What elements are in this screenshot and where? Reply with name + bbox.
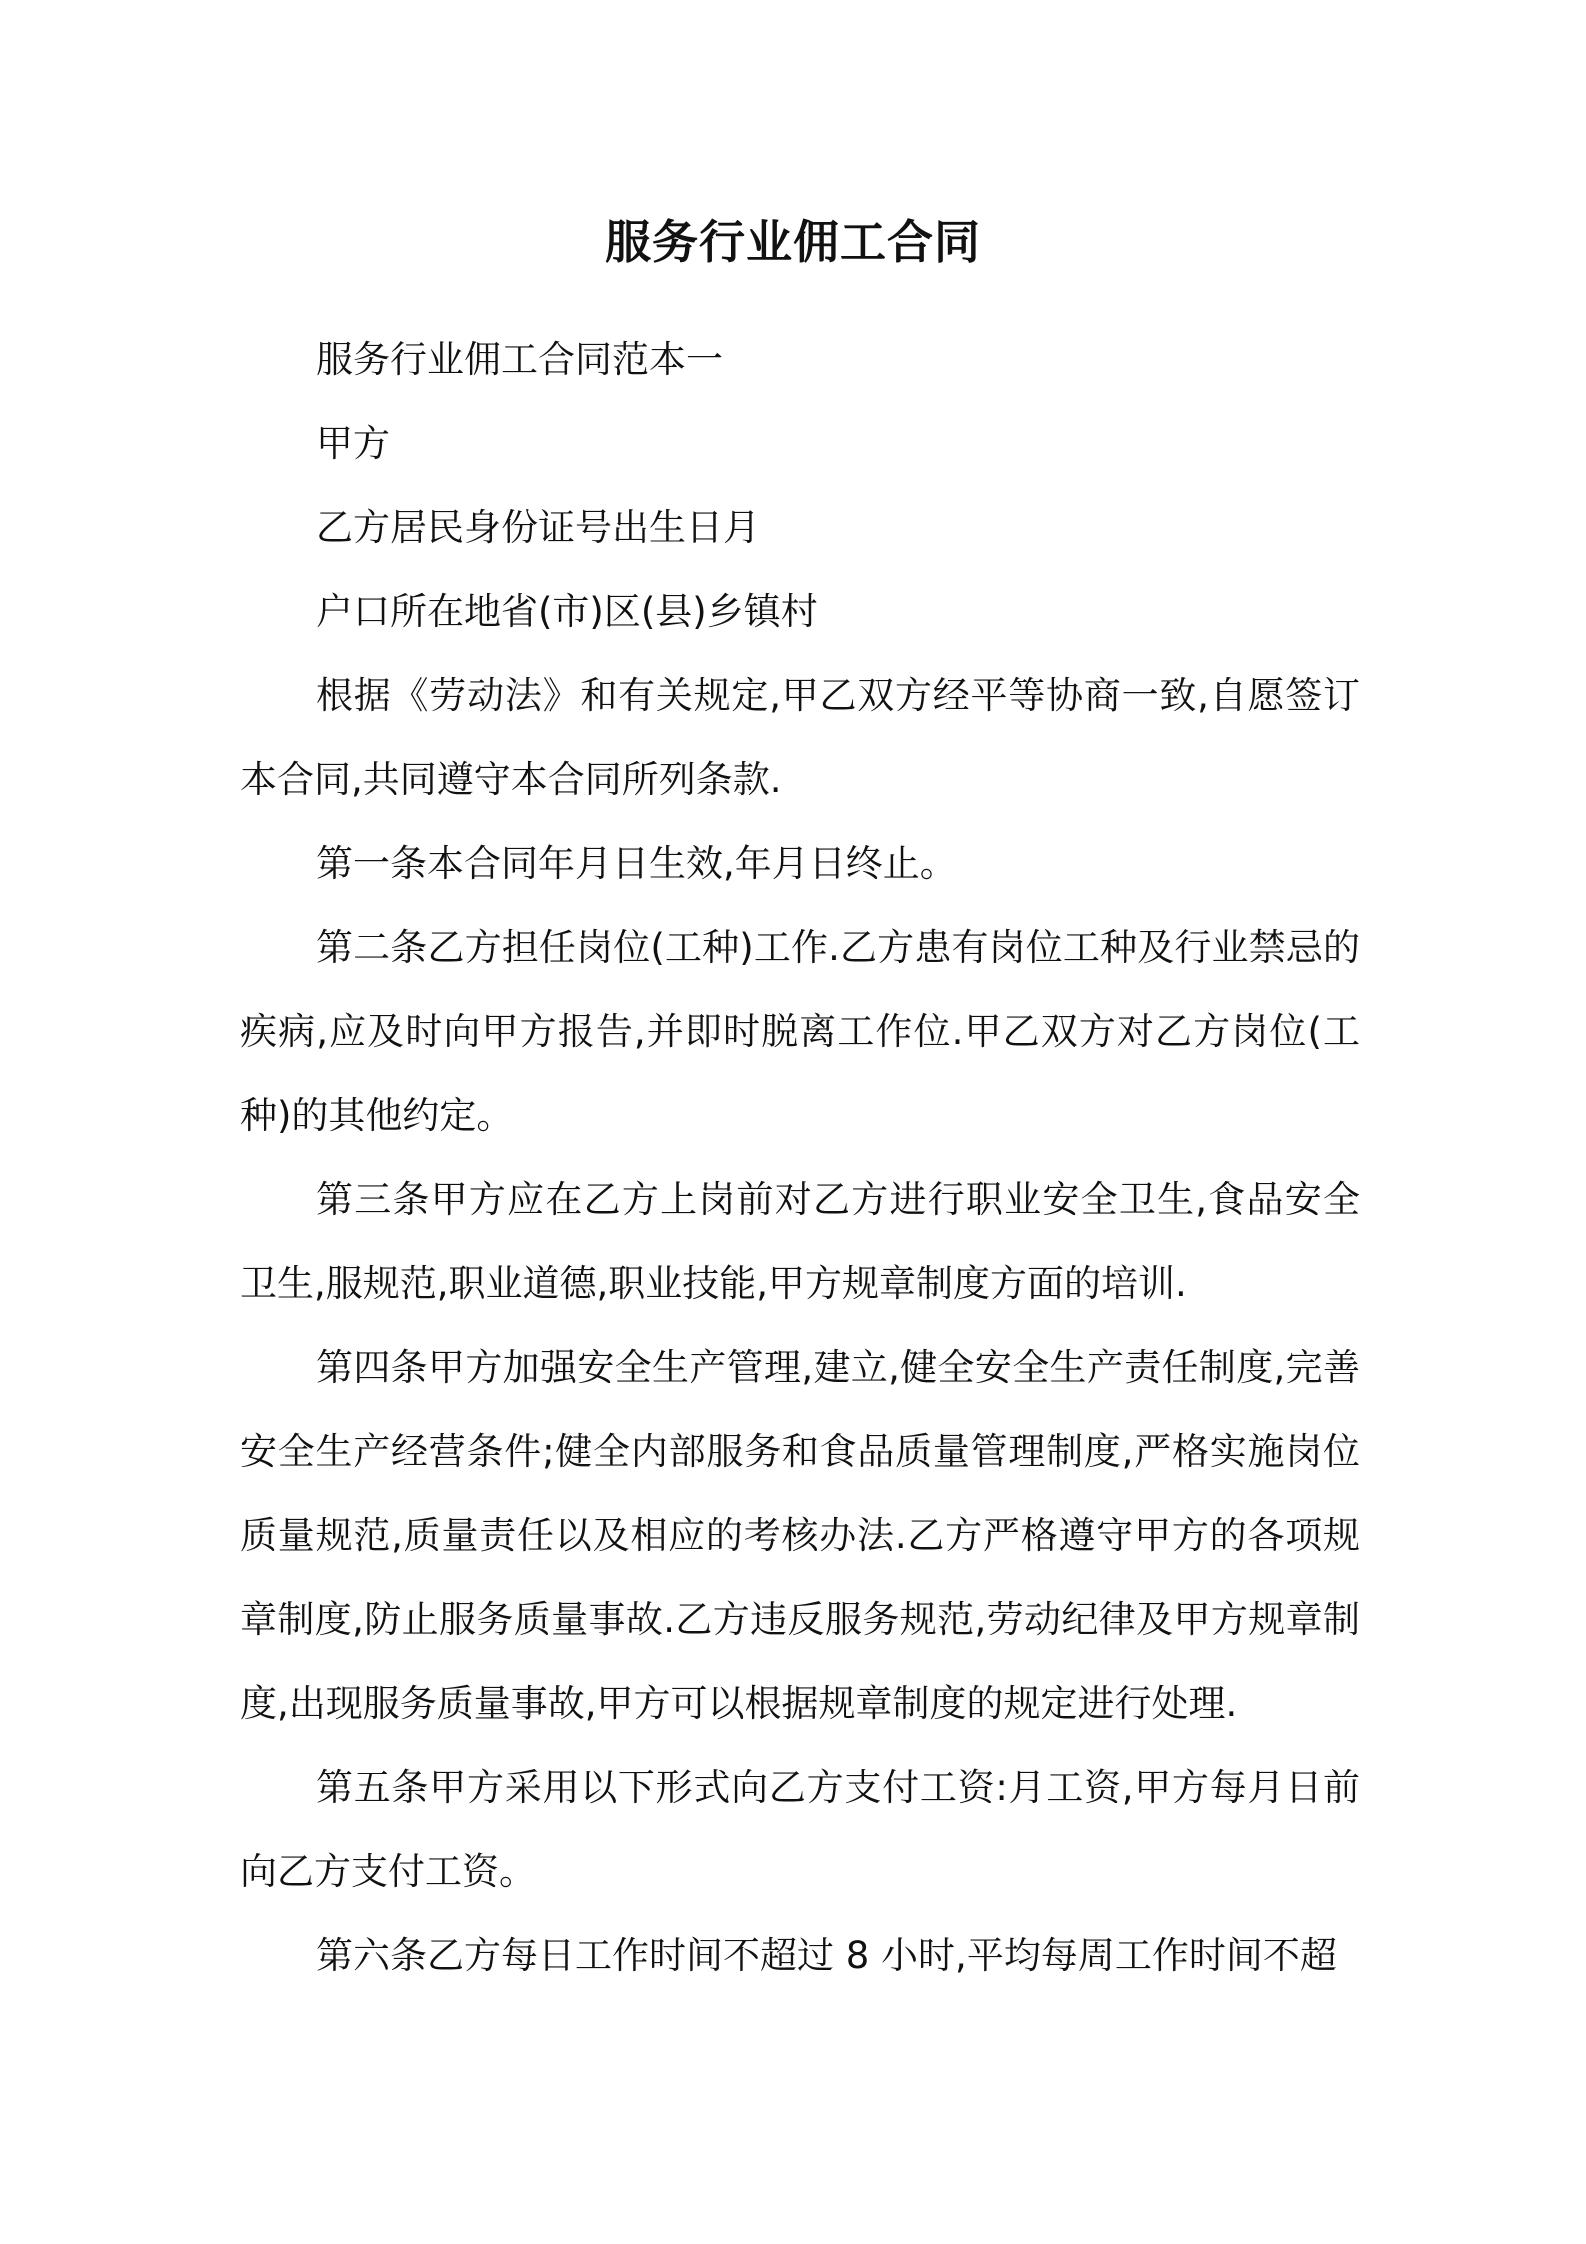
paragraph-article-4: 第四条甲方加强安全生产管理,建立,健全安全生产责任制度,完善安全生产经营条件;健全内部服务和食品质量管理制度,严格实施岗位质量规范,质量责任以及相应的考核办法.乙方严格遵守甲方的各项规章制度,防止服务质量事故.乙方违反服务规范,劳动纪律及甲方规章制度,出现服务质量事故,甲方可以根据规章制度的规定进行处理.: [240, 1346, 1360, 1725]
paragraph-article-2: 第二条乙方担任岗位(工种)工作.乙方患有岗位工种及行业禁忌的疾病,应及时向甲方报告,并即时脱离工作位.甲乙双方对乙方岗位(工种)的其他约定。: [240, 926, 1360, 1137]
paragraph-party-b: 乙方居民身份证号出生日月: [316, 506, 760, 549]
paragraph-party-a: 甲方: [316, 422, 390, 465]
paragraph-template-name: 服务行业佣工合同范本一: [316, 338, 723, 381]
paragraph-article-1: 第一条本合同年月日生效,年月日终止。: [316, 842, 957, 885]
paragraph-article-3: 第三条甲方应在乙方上岗前对乙方进行职业安全卫生,食品安全卫生,服规范,职业道德,职业技能,甲方规章制度方面的培训.: [240, 1178, 1360, 1305]
paragraph-article-6: 第六条乙方每日工作时间不超过 8 小时,平均每周工作时间不超: [316, 1934, 1337, 1977]
paragraph-household-registration: 户口所在地省(市)区(县)乡镇村: [316, 590, 818, 633]
document-title: 服务行业佣工合同: [605, 215, 981, 269]
paragraph-preamble: 根据《劳动法》和有关规定,甲乙双方经平等协商一致,自愿签订本合同,共同遵守本合同所列条款.: [240, 674, 1360, 801]
paragraph-article-5: 第五条甲方采用以下形式向乙方支付工资:月工资,甲方每月日前向乙方支付工资。: [240, 1766, 1360, 1893]
document-body: [240, 318, 1360, 1998]
